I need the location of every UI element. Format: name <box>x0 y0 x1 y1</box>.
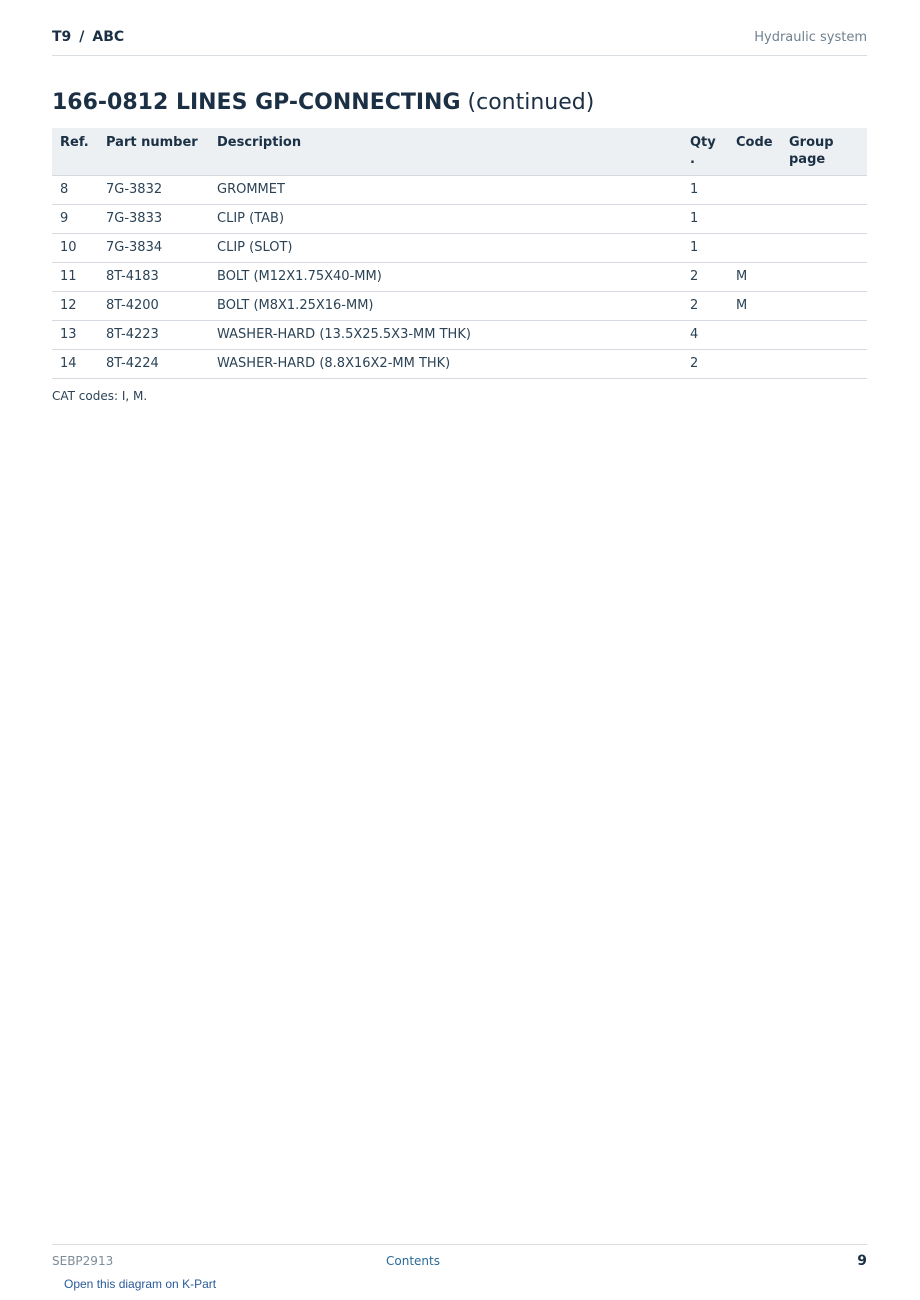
cell-part-number: 8T-4224 <box>98 350 209 379</box>
breadcrumb-group: ABC <box>92 29 125 45</box>
cell-ref: 11 <box>52 263 98 292</box>
cell-ref: 14 <box>52 350 98 379</box>
cell-group-page <box>781 321 867 350</box>
cell-description: WASHER-HARD (13.5X25.5X3-MM THK) <box>209 321 682 350</box>
cell-part-number: 7G-3832 <box>98 176 209 205</box>
table-row <box>52 234 867 263</box>
cell-qty: 2 <box>682 263 728 292</box>
cell-ref: 13 <box>52 321 98 350</box>
page-title-suffix: (continued) <box>467 90 595 115</box>
cell-code <box>728 234 781 263</box>
breadcrumb <box>52 28 124 46</box>
open-kpart-link[interactable]: Open this diagram on K-Part <box>64 1277 217 1291</box>
cell-group-page <box>781 205 867 234</box>
cell-qty: 1 <box>682 205 728 234</box>
cell-description: CLIP (SLOT) <box>209 234 682 263</box>
table-row <box>52 292 867 321</box>
table-row <box>52 263 867 292</box>
parts-table-header <box>52 128 867 176</box>
cell-description: BOLT (M8X1.25X16-MM) <box>209 292 682 321</box>
parts-table <box>52 128 867 379</box>
breadcrumb-separator: / <box>79 29 85 45</box>
header-part-number: Part number <box>98 128 209 176</box>
cell-code <box>728 350 781 379</box>
cell-ref: 8 <box>52 176 98 205</box>
page-title <box>52 89 594 117</box>
cell-description: WASHER-HARD (8.8X16X2-MM THK) <box>209 350 682 379</box>
contents-link[interactable]: Contents <box>386 1254 440 1268</box>
cell-code <box>728 321 781 350</box>
cell-description: GROMMET <box>209 176 682 205</box>
cell-ref: 12 <box>52 292 98 321</box>
header-ref: Ref. <box>52 128 98 176</box>
page-number: 9 <box>857 1253 867 1269</box>
cell-qty: 2 <box>682 292 728 321</box>
cell-qty: 1 <box>682 234 728 263</box>
cell-group-page <box>781 350 867 379</box>
parts-table-body <box>52 176 867 379</box>
cell-description: BOLT (M12X1.75X40-MM) <box>209 263 682 292</box>
cell-ref: 9 <box>52 205 98 234</box>
document-number: SEBP2913 <box>52 1254 114 1268</box>
cell-qty: 1 <box>682 176 728 205</box>
section-name: Hydraulic system <box>754 30 867 45</box>
cell-qty: 2 <box>682 350 728 379</box>
table-row <box>52 205 867 234</box>
cell-group-page <box>781 292 867 321</box>
header-qty: Qty . <box>682 128 728 176</box>
cell-code <box>728 205 781 234</box>
cell-part-number: 7G-3833 <box>98 205 209 234</box>
cell-group-page <box>781 234 867 263</box>
page-title-main: 166-0812 LINES GP-CONNECTING <box>52 90 461 115</box>
cell-part-number: 8T-4200 <box>98 292 209 321</box>
table-row <box>52 350 867 379</box>
table-row <box>52 176 867 205</box>
cell-group-page <box>781 176 867 205</box>
page-footer <box>52 1244 867 1295</box>
cell-part-number: 7G-3834 <box>98 234 209 263</box>
page-header <box>52 28 867 56</box>
cell-ref: 10 <box>52 234 98 263</box>
cell-description: CLIP (TAB) <box>209 205 682 234</box>
cell-qty: 4 <box>682 321 728 350</box>
header-group-page: Group page <box>781 128 867 176</box>
cell-part-number: 8T-4223 <box>98 321 209 350</box>
table-row <box>52 321 867 350</box>
breadcrumb-model: T9 <box>52 29 72 45</box>
header-row <box>52 128 867 176</box>
cell-part-number: 8T-4183 <box>98 263 209 292</box>
cell-code <box>728 176 781 205</box>
header-description: Description <box>209 128 682 176</box>
cell-code: M <box>728 263 781 292</box>
cat-codes-note: CAT codes: I, M. <box>52 389 148 403</box>
header-code: Code <box>728 128 781 176</box>
cell-code: M <box>728 292 781 321</box>
cell-group-page <box>781 263 867 292</box>
